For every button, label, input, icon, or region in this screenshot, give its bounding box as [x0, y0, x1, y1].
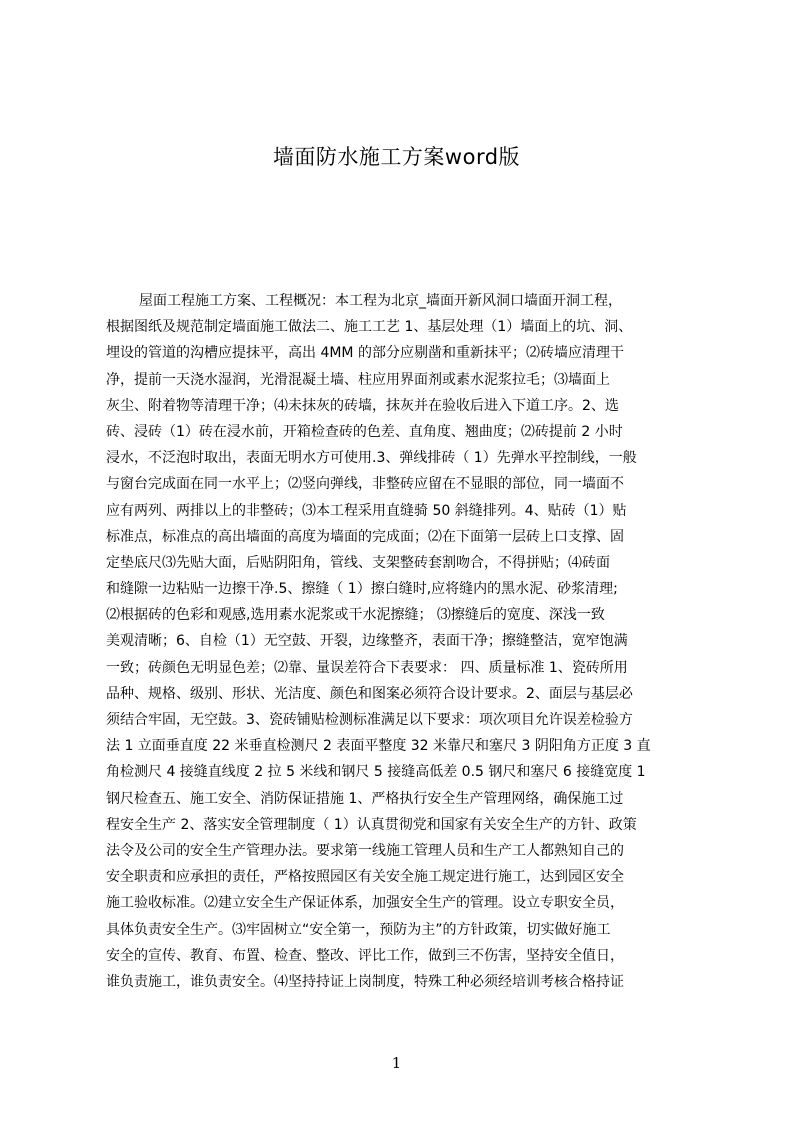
text-line: 法 1 立面垂直度 22 米垂直检测尺 2 表面平整度 32 米靠尺和塞尺 3 阴阳角方正度 3 直	[106, 738, 651, 755]
body-paragraph	[106, 288, 696, 995]
text-line: 安全的宣传、教育、布置、检查、整改、评比工作，做到三不伤害，坚持安全值日，	[106, 947, 624, 964]
text-line: 谁负责施工，谁负责安全。⑷坚持持证上岗制度，特殊工种必须经培训考核合格持证	[106, 973, 624, 990]
text-line: 须结合牢固，无空鼓。3、瓷砖铺贴检测标准满足以下要求：项次项目允许误差检验方	[106, 712, 633, 728]
text-line: 角检测尺 4 接缝直线度 2 拉 5 米线和钢尺 5 接缝高低差 0.5 钢尺和塞尺 6 接缝宽度 1	[106, 764, 646, 781]
text-line: 法令及公司的安全生产管理办法。要求第一线施工管理人员和生产工人都熟知自己的	[106, 842, 624, 859]
text-line: 定垫底尺⑶先贴大面，后贴阴阳角，管线、支架整砖套割吻合，不得拼贴；⑷砖面	[106, 554, 610, 571]
text-line: 砖、浸砖（1）砖在浸水前，开箱检查砖的色差、直角度、翘曲度；⑵砖提前 2 小时	[106, 423, 623, 440]
text-line: 程安全生产 2、落实安全管理制度（ 1）认真贯彻党和国家有关安全生产的方针、政策	[106, 816, 637, 833]
text-line: 施工验收标准。⑵建立安全生产保证体系，加强安全生产的管理。设立专职安全员，	[106, 895, 624, 912]
text-line: ⑵根据砖的色彩和观感,选用素水泥浆或干水泥擦缝； ⑶擦缝后的宽度、深浅一致	[106, 607, 605, 624]
text-line: 屋面工程施工方案、工程概况：本工程为北京_墙面开新风洞口墙面开洞工程，	[139, 293, 622, 309]
text-line: 具体负责安全生产。⑶牢固树立“安全第一，预防为主”的方针政策，切实做好施工	[106, 921, 611, 938]
text-line: 根据图纸及规范制定墙面施工做法二、施工工艺 1、基层处理（1）墙面上的坑、洞、	[106, 319, 633, 336]
text-line: 灰尘、附着物等清理干净；⑷未抹灰的砖墙，抹灰并在验收后进入下道工序。2、选	[106, 397, 619, 414]
document-title: 墙面防水施工方案word版	[272, 145, 521, 169]
text-line: 浸水，不泛泡时取出，表面无明水方可使用.3、弹线排砖（ 1）先弹水平控制线，一般	[106, 450, 637, 467]
text-line: 标准点，标准点的高出墙面的高度为墙面的完成面；⑵在下面第一层砖上口支撑、固	[106, 528, 624, 545]
text-line: 安全职责和应承担的责任，严格按照园区有关安全施工规定进行施工，达到园区安全	[106, 869, 624, 886]
text-line: 和缝隙一边粘贴一边擦干净.5、擦缝（ 1）擦白缝时,应将缝内的黑水泥、砂浆清理;	[106, 581, 618, 598]
text-line: 净，提前一天浇水湿润，光滑混凝土墙、柱应用界面剂或素水泥浆拉毛；⑶墙面上	[106, 371, 610, 388]
text-line: 应有两列、两排以上的非整砖；⑶本工程采用直缝骑 50 斜缝排列。4、贴砖（1）贴	[106, 502, 627, 519]
text-line: 钢尺检查五、施工安全、消防保证措施 1、严格执行安全生产管理网络，确保施工过	[106, 790, 624, 807]
text-line: 品种、规格、级别、形状、光洁度、颜色和图案必须符合设计要求。2、面层与基层必	[106, 685, 633, 702]
text-line: 一致；砖颜色无明显色差；⑵靠、量误差符合下表要求： 四、质量标准 1、瓷砖所用	[106, 659, 628, 676]
text-line: 美观清晰；6、自检（1）无空鼓、开裂，边缘整齐，表面干净；擦缝整洁，宽窄饱满	[106, 633, 628, 650]
text-line: 与窗台完成面在同一水平上；⑵竖向弹线，非整砖应留在不显眼的部位，同一墙面不	[106, 476, 624, 493]
page-number: 1	[391, 1054, 402, 1072]
text-line: 埋设的管道的沟槽应提抹平，高出 4MM 的部分应剔凿和重新抹平；⑵砖墙应清理干	[106, 345, 624, 362]
